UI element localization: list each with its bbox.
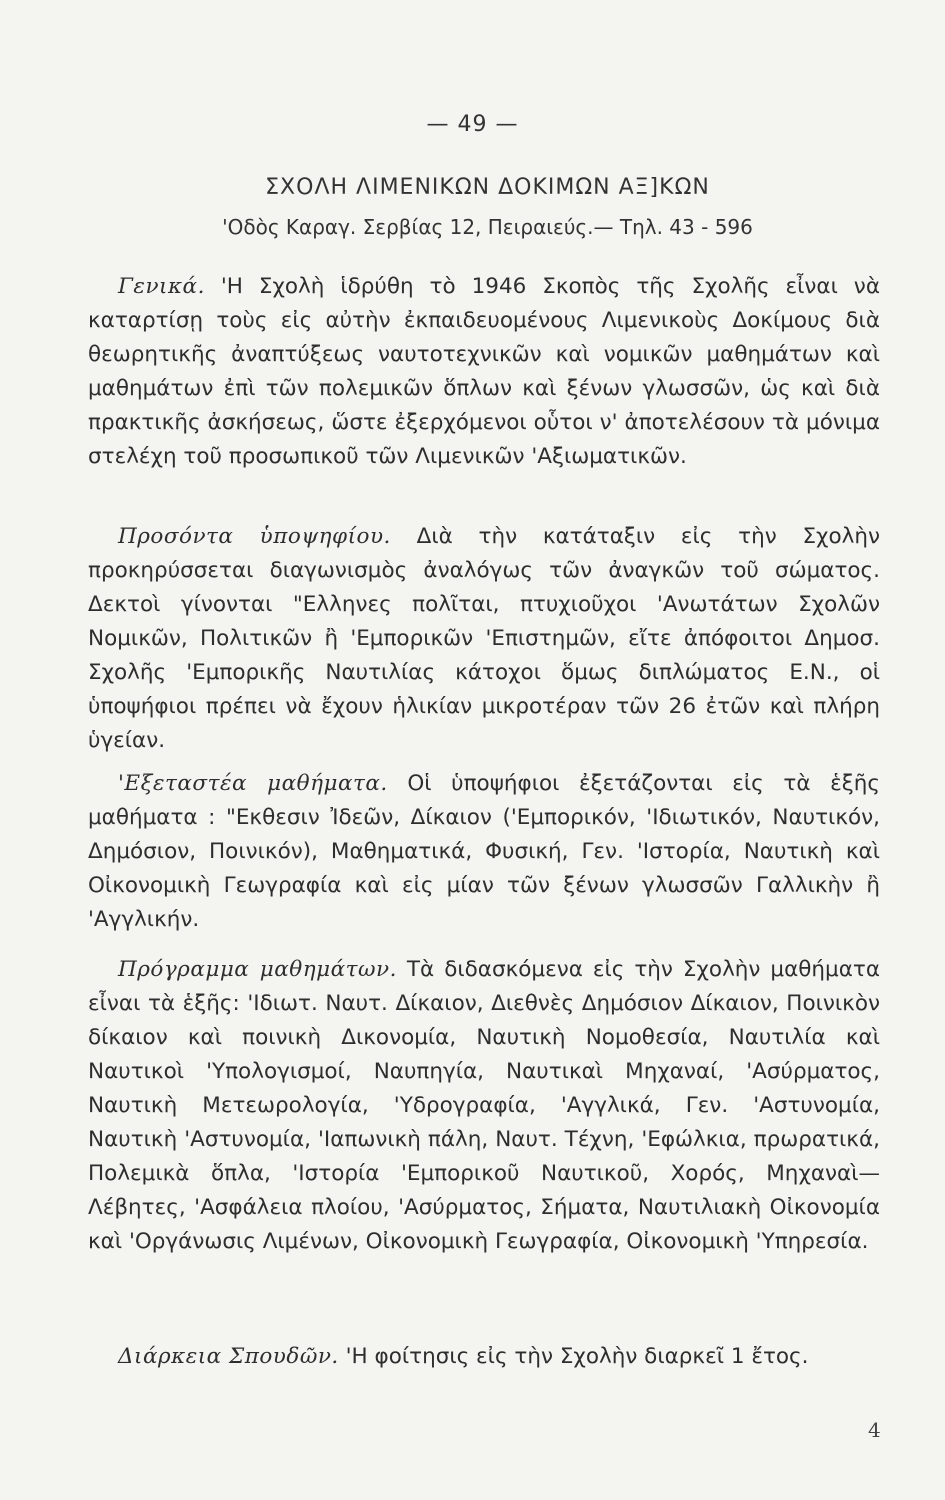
section-general	[88, 270, 880, 474]
signature-mark: 4	[868, 1418, 881, 1442]
section-duration	[88, 1340, 880, 1374]
section-duration-heading: Διάρκεια Σπουδῶν.	[118, 1344, 339, 1369]
section-exams-heading: 'Εξεταστέα μαθήματα.	[118, 771, 388, 796]
section-qualifications-heading: Προσόντα ὑποψηφίου.	[118, 524, 391, 549]
page-number: — 49 —	[426, 112, 519, 137]
section-exams-text: Οἱ ὑποψήφιοι ἐξετάζονται εἰς τὰ ἑξῆς μαθήματα : "Εκθεσιν Ἰδεῶν, Δίκαιον ('Εμπορικόν, 'Ιδιωτικόν, Ναυτικόν, Δημόσιον, Ποινικόν), Μαθηματικά, Φυσική, Γεν. 'Ιστορία, Ναυτικὴ καὶ Οἰκονομικὴ Γεωγραφία καὶ εἰς μίαν τῶν ξένων γλωσσῶν Γαλλικὴν ἢ 'Αγγλικήν.	[88, 771, 880, 932]
section-program-text: Τὰ διδασκόμενα εἰς τὴν Σχολὴν μαθήματα εἶναι τὰ ἑξῆς: 'Ιδιωτ. Ναυτ. Δίκαιον, Διεθνὲς Δημόσιον Δίκαιον, Ποινικὸν δίκαιον καὶ ποινικὴ Δικονομία, Ναυτικὴ Νομοθεσία, Ναυτιλία καὶ Ναυτικοὶ 'Υπολογισμοί, Ναυπηγία, Ναυτικαὶ Μηχαναί, 'Ασύρματος, Ναυτικὴ Μετεωρολογία, 'Υδρογραφία, 'Αγγλικά, Γεν. 'Αστυνομία, Ναυτικὴ 'Αστυνομία, 'Ιαπωνικὴ πάλη, Ναυτ. Τέχνη, 'Εφώλκια, πρωρατικά, Πολεμικὰ ὅπλα, 'Ιστορία 'Εμπορικοῦ Ναυτικοῦ, Χορός, Μηχαναὶ—Λέβητες, 'Ασφάλεια πλοίου, 'Ασύρματος, Σήματα, Ναυτιλιακὴ Οἰκονομία καὶ 'Οργάνωσις Λιμένων, Οἰκονομικὴ Γεωγραφία, Οἰκονομικὴ 'Υπηρεσία.	[88, 957, 881, 1254]
school-address: 'Οδὸς Καραγ. Σερβίας 12, Πειραιεύς.— Τηλ. 43 - 596	[222, 215, 753, 239]
section-program-heading: Πρόγραμμα μαθημάτων.	[118, 957, 397, 982]
section-duration-text: 'Η φοίτησις εἰς τὴν Σχολὴν διαρκεῖ 1 ἔτος.	[338, 1344, 809, 1369]
section-program	[88, 953, 880, 1259]
section-exams	[88, 767, 880, 937]
section-qualifications	[88, 520, 880, 758]
section-qualifications-text: Διὰ τὴν κατάταξιν εἰς τὴν Σχολὴν προκηρύσσεται διαγωνισμὸς ἀναλόγως τῶν ἀναγκῶν τοῦ σώματος. Δεκτοὶ γίνονται "Ελληνες πολῖται, πτυχιοῦχοι 'Ανωτάτων Σχολῶν Νομικῶν, Πολιτικῶν ἢ 'Εμπορικῶν 'Επιστημῶν, εἴτε ἀπόφοιτοι Δημοσ. Σχολῆς 'Εμπορικῆς Ναυτιλίας κάτοχοι ὅμως διπλώματος Ε.Ν., οἱ ὑποψήφιοι πρέπει νὰ ἔχουν ἡλικίαν μικροτέραν τῶν 26 ἐτῶν καὶ πλήρη ὑγείαν.	[88, 524, 880, 753]
school-title: ΣΧΟΛΗ ΛΙΜΕΝΙΚΩΝ ΔΟΚΙΜΩΝ ΑΞ]ΚΩΝ	[265, 175, 710, 200]
section-general-text: 'Η Σχολὴ ἱδρύθη τὸ 1946 Σκοπὸς τῆς Σχολῆς εἶναι νὰ καταρτίσῃ τοὺς εἰς αὐτὴν ἐκπαιδευομένους Λιμενικοὺς Δοκίμους διὰ θεωρητικῆς ἀναπτύξεως ναυτοτεχνικῶν καὶ νομικῶν μαθημάτων καὶ μαθημάτων ἐπὶ τῶν πολεμικῶν ὅπλων καὶ ξένων γλωσσῶν, ὡς καὶ διὰ πρακτικῆς ἀσκήσεως, ὥστε ἐξερχόμενοι οὗτοι ν' ἀποτελέσουν τὰ μόνιμα στελέχη τοῦ προσωπικοῦ τῶν Λιμενικῶν 'Αξιωματικῶν.	[88, 274, 880, 469]
section-general-heading: Γενικά.	[118, 274, 205, 299]
